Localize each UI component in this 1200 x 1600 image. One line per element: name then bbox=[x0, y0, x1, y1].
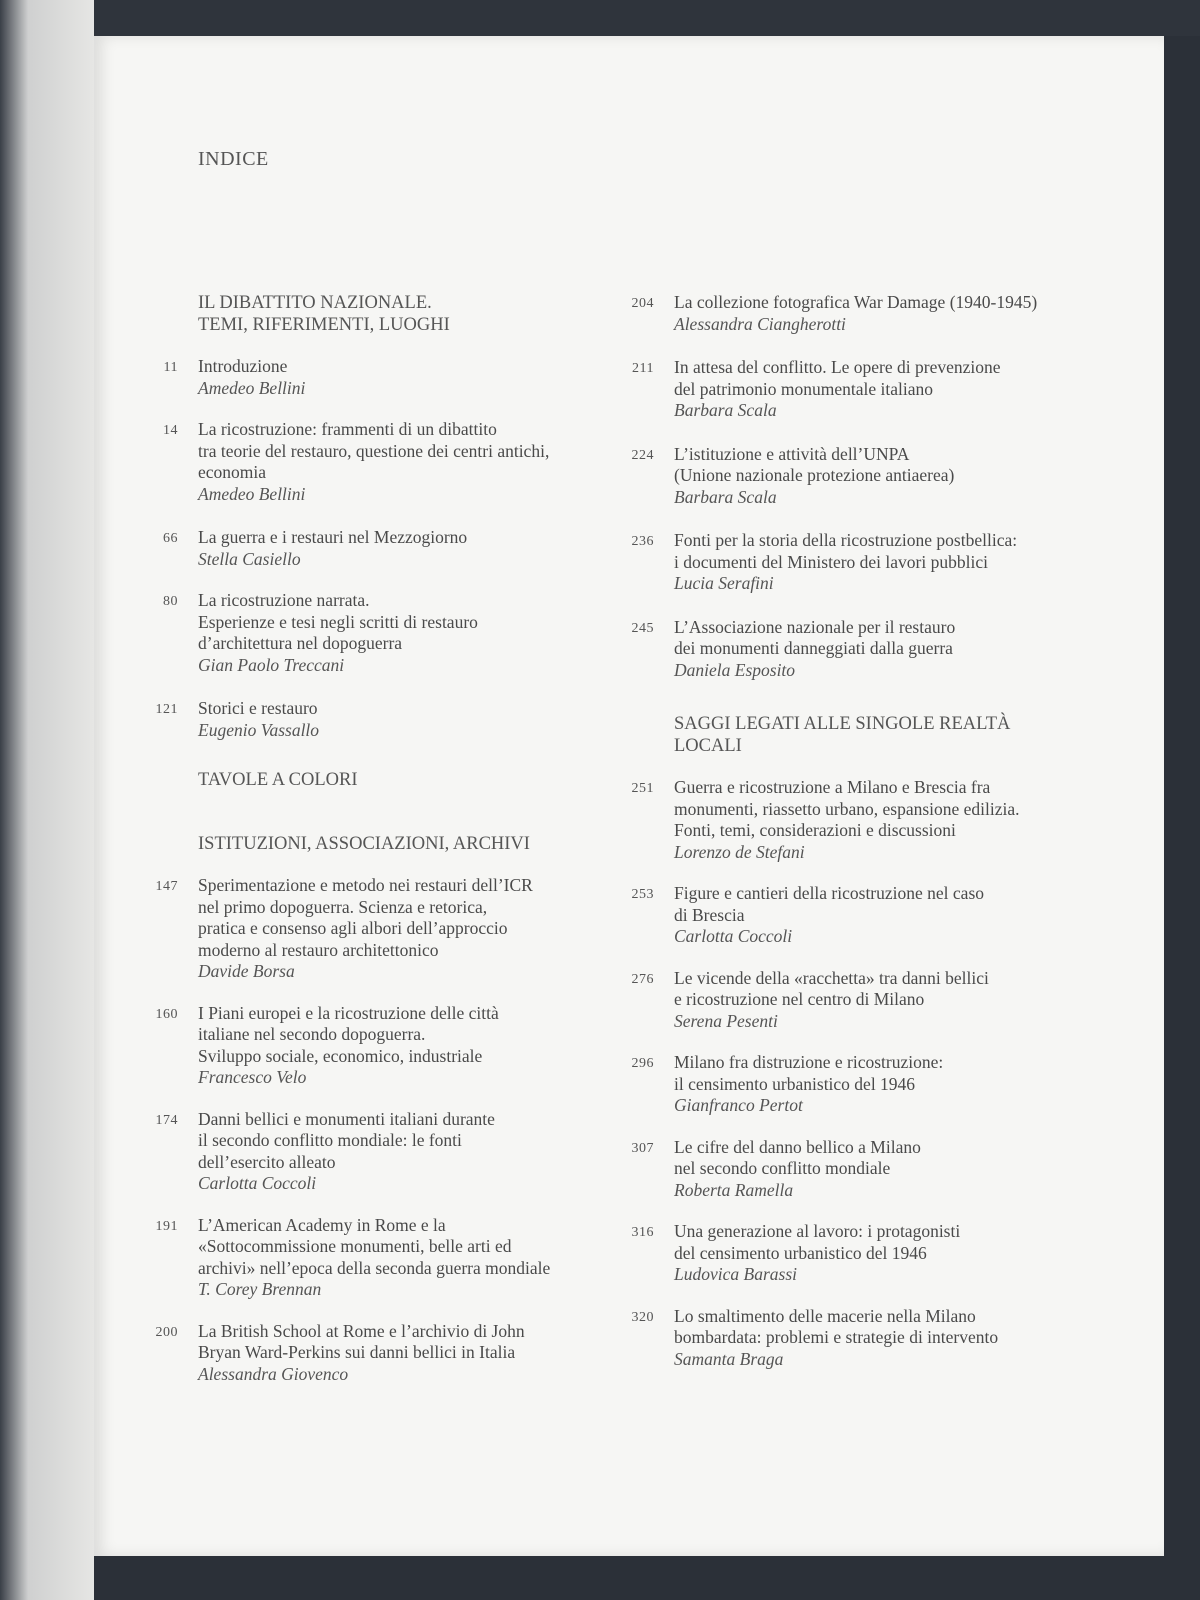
toc-entry bbox=[140, 590, 580, 676]
entry-author: Davide Borsa bbox=[198, 961, 295, 981]
entry-author: Alessandra Giovenco bbox=[198, 1363, 349, 1384]
section-heading-line: SAGGI LEGATI ALLE SINGOLE REALTÀ bbox=[674, 714, 1011, 734]
entry-title-line: il censimento urbanistico del 1946 bbox=[674, 1073, 916, 1094]
entry-title-line: Storici e restauro bbox=[198, 698, 318, 718]
page-number: 174 bbox=[155, 1112, 178, 1128]
entry-title-line: Danni bellici e monumenti italiani durante bbox=[198, 1108, 495, 1129]
entry-title-line: del patrimonio monumentale italiano bbox=[674, 378, 934, 399]
toc-entry bbox=[616, 1306, 1076, 1371]
page-number: 204 bbox=[631, 296, 654, 311]
entry-title-line: La guerra e i restauri nel Mezzogiorno bbox=[198, 527, 468, 547]
entry-title-line: del censimento urbanistico del 1946 bbox=[674, 1242, 927, 1263]
entry-author: Serena Pesenti bbox=[674, 1010, 778, 1031]
entry-author: Carlotta Coccoli bbox=[198, 1173, 317, 1193]
entry-author: T. Corey Brennan bbox=[198, 1279, 322, 1299]
toc-entry bbox=[616, 1137, 1076, 1202]
entry-title-line: Sperimentazione e metodo nei restauri dell’ICR bbox=[198, 875, 533, 895]
entry-author: Daniela Esposito bbox=[674, 659, 796, 680]
toc-entry bbox=[140, 1321, 580, 1386]
entry-author: Stella Casiello bbox=[198, 548, 301, 569]
toc-entry bbox=[616, 777, 1076, 863]
toc-entry bbox=[140, 1215, 580, 1301]
section-heading bbox=[198, 833, 580, 855]
entry-title-line: Figure e cantieri della ricostruzione nel caso bbox=[674, 883, 985, 903]
page-number: 245 bbox=[631, 620, 654, 636]
entry-title-line: dei monumenti danneggiati dalla guerra bbox=[674, 638, 953, 658]
entry-title-line: La British School at Rome e l’archivio di John bbox=[198, 1320, 525, 1341]
entry-title-line: Le vicende della «racchetta» tra danni bellici bbox=[674, 967, 989, 988]
page-number: 11 bbox=[163, 360, 178, 375]
entry-title-line: d’architettura nel dopoguerra bbox=[198, 633, 403, 653]
entry-title-line: Introduzione bbox=[198, 356, 288, 376]
entry-title-line: archivi» nell’epoca della seconda guerra mondiale bbox=[198, 1257, 551, 1278]
entry-author: Lorenzo de Stefani bbox=[674, 841, 805, 862]
entry-title-line: pratica e consenso agli albori dell’approccio bbox=[198, 918, 508, 938]
entry-title-line: Le cifre del danno bellico a Milano bbox=[674, 1136, 921, 1157]
toc-column-left bbox=[140, 292, 580, 1385]
book-gutter bbox=[0, 0, 94, 1600]
section-heading bbox=[674, 713, 1076, 757]
entry-author: Eugenio Vassallo bbox=[198, 719, 320, 740]
toc-entry bbox=[616, 530, 1076, 595]
toc-entry bbox=[616, 617, 1076, 682]
page-number: 320 bbox=[631, 1309, 654, 1325]
entry-title-line: L’istituzione e attività dell’UNPA bbox=[674, 443, 910, 464]
entry-title-line: nel secondo conflitto mondiale bbox=[674, 1158, 891, 1178]
page-number: 296 bbox=[631, 1056, 654, 1071]
entry-title-line: italiane nel secondo dopoguerra. bbox=[198, 1024, 426, 1044]
entry-author: Gianfranco Pertot bbox=[674, 1095, 803, 1115]
entry-title-line: La ricostruzione: frammenti di un dibattito bbox=[198, 419, 497, 439]
entry-title-line: Lo smaltimento delle macerie nella Milano bbox=[674, 1305, 976, 1326]
entry-title-line: tra teorie del restauro, questione dei centri antichi, bbox=[198, 440, 550, 461]
entry-title-line: I Piani europei e la ricostruzione delle città bbox=[198, 1002, 499, 1023]
toc-entry bbox=[140, 698, 580, 741]
page-number: 307 bbox=[631, 1140, 654, 1156]
toc-entry bbox=[616, 883, 1076, 948]
entry-title-line: il secondo conflitto mondiale: le fonti bbox=[198, 1130, 462, 1150]
toc-entry bbox=[616, 357, 1076, 422]
toc-entry bbox=[140, 875, 580, 983]
entry-title-line: La collezione fotografica War Damage (1940-1945) bbox=[674, 292, 1038, 312]
entry-title-line: L’Associazione nazionale per il restauro bbox=[674, 616, 956, 637]
page-number: 191 bbox=[155, 1218, 178, 1234]
entry-title-line: moderno al restauro architettonico bbox=[198, 939, 439, 960]
section-heading-line: ISTITUZIONI, ASSOCIAZIONI, ARCHIVI bbox=[198, 834, 530, 854]
toc-entry bbox=[616, 968, 1076, 1033]
page-number: 253 bbox=[631, 887, 654, 902]
toc-entry bbox=[616, 444, 1076, 509]
page-number: 276 bbox=[631, 971, 654, 987]
entry-title-line: i documenti del Ministero dei lavori pubblici bbox=[674, 551, 988, 572]
entry-title-line: Una generazione al lavoro: i protagonisti bbox=[674, 1221, 961, 1241]
section-heading-line: TAVOLE A COLORI bbox=[198, 770, 358, 790]
page-number: 80 bbox=[163, 594, 178, 609]
entry-author: Samanta Braga bbox=[674, 1348, 784, 1369]
section-heading bbox=[198, 292, 580, 336]
entry-author: Amedeo Bellini bbox=[198, 377, 306, 398]
page-number: 251 bbox=[631, 781, 654, 796]
entry-author: Lucia Serafini bbox=[674, 573, 774, 593]
entry-title-line: di Brescia bbox=[674, 904, 745, 925]
toc-entry bbox=[616, 1221, 1076, 1286]
entry-title-line: La ricostruzione narrata. bbox=[198, 590, 370, 610]
entry-author: Carlotta Coccoli bbox=[674, 926, 793, 946]
entry-title-line: bombardata: problemi e strategie di intervento bbox=[674, 1327, 999, 1347]
entry-title-line: L’American Academy in Rome e la bbox=[198, 1214, 446, 1235]
entry-author: Alessandra Ciangherotti bbox=[674, 313, 846, 334]
entry-author: Amedeo Bellini bbox=[198, 483, 306, 504]
page-number: 14 bbox=[163, 423, 178, 438]
entry-title-line: dell’esercito alleato bbox=[198, 1151, 336, 1172]
entry-title-line: (Unione nazionale protezione antiaerea) bbox=[674, 465, 955, 485]
entry-author: Barbara Scala bbox=[674, 400, 777, 420]
background-surface bbox=[94, 0, 1200, 36]
entry-title-line: Fonti, temi, considerazioni e discussioni bbox=[674, 820, 956, 840]
entry-title-line: nel primo dopoguerra. Scienza e retorica, bbox=[198, 896, 488, 917]
entry-author: Barbara Scala bbox=[674, 486, 777, 507]
entry-author: Roberta Ramella bbox=[674, 1179, 794, 1200]
page-number: 316 bbox=[631, 1225, 654, 1240]
toc-entry bbox=[140, 356, 580, 399]
section-heading-line: IL DIBATTITO NAZIONALE. bbox=[198, 293, 432, 313]
entry-title-line: Milano fra distruzione e ricostruzione: bbox=[674, 1052, 944, 1072]
toc-column-right bbox=[616, 292, 1076, 1370]
section-heading-line: LOCALI bbox=[674, 736, 742, 756]
page-number: 66 bbox=[163, 531, 178, 546]
toc-entry bbox=[616, 1052, 1076, 1117]
entry-title-line: «Sottocommissione monumenti, belle arti ed bbox=[198, 1236, 512, 1256]
entry-author: Ludovica Barassi bbox=[674, 1264, 797, 1284]
page-number: 236 bbox=[631, 534, 654, 549]
toc-entry bbox=[140, 1003, 580, 1089]
section-heading bbox=[198, 769, 580, 791]
entry-title-line: monumenti, riassetto urbano, espansione edilizia. bbox=[674, 798, 1020, 819]
page-number: 211 bbox=[632, 361, 654, 376]
entry-title-line: Guerra e ricostruzione a Milano e Brescia fra bbox=[674, 777, 991, 797]
page-number: 147 bbox=[155, 879, 178, 894]
entry-title-line: e ricostruzione nel centro di Milano bbox=[674, 989, 925, 1009]
entry-author: Francesco Velo bbox=[198, 1067, 307, 1087]
page-number: 121 bbox=[155, 702, 178, 717]
entry-title-line: Fonti per la storia della ricostruzione postbellica: bbox=[674, 530, 1018, 550]
toc-entry bbox=[616, 292, 1076, 335]
section-heading-line: TEMI, RIFERIMENTI, LUOGHI bbox=[198, 315, 450, 335]
page-number: 224 bbox=[631, 447, 654, 463]
toc-entry bbox=[140, 419, 580, 505]
entry-title-line: economia bbox=[198, 462, 267, 482]
toc-entry bbox=[140, 1109, 580, 1195]
entry-title-line: Bryan Ward-Perkins sui danni bellici in Italia bbox=[198, 1342, 516, 1362]
entry-title-line: Esperienze e tesi negli scritti di restauro bbox=[198, 611, 478, 632]
page-number: 200 bbox=[155, 1324, 178, 1340]
page-title: INDICE bbox=[198, 148, 269, 170]
page-number: 160 bbox=[155, 1006, 178, 1022]
entry-title-line: Sviluppo sociale, economico, industriale bbox=[198, 1045, 483, 1066]
toc-entry bbox=[140, 527, 580, 570]
entry-title-line: In attesa del conflitto. Le opere di prevenzione bbox=[674, 357, 1001, 377]
entry-author: Gian Paolo Treccani bbox=[198, 654, 345, 675]
